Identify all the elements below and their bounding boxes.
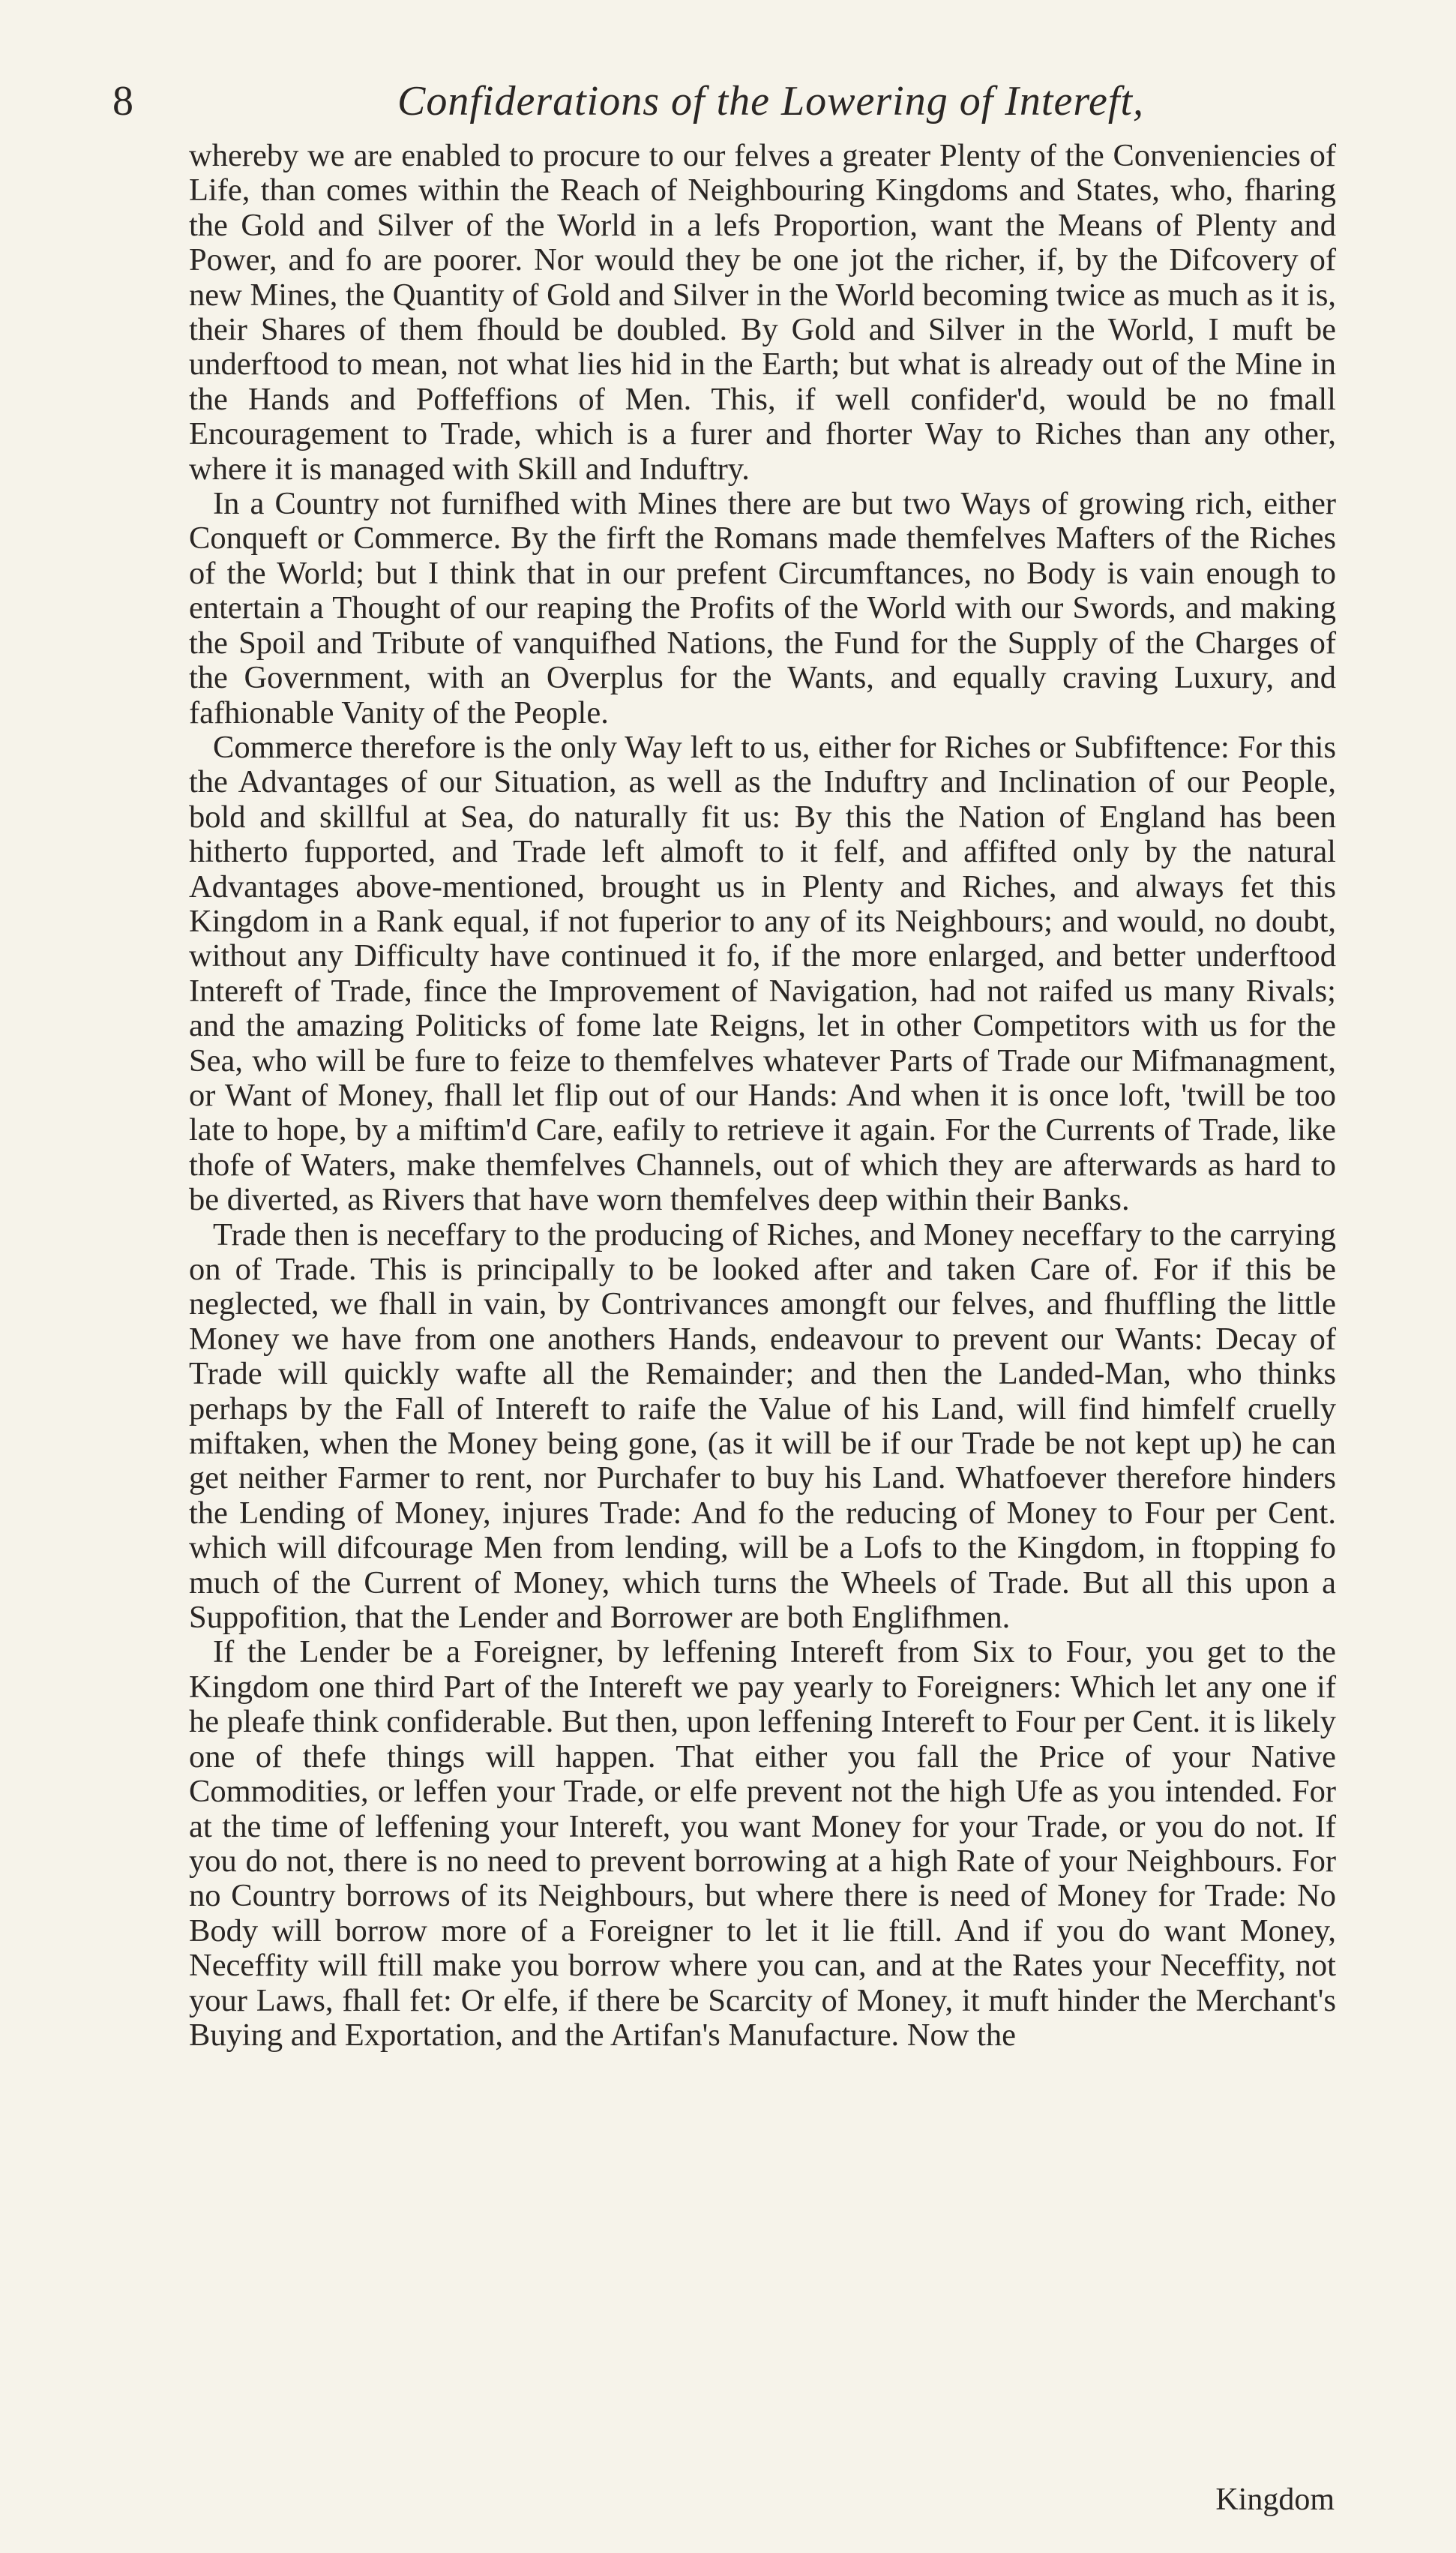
catchword: Kingdom <box>1215 2482 1335 2517</box>
running-title: Confiderations of the Lowering of Intereft, <box>397 78 1145 124</box>
body-text <box>189 139 1336 2053</box>
paragraph: In a Country not furnifhed with Mines there are but two Ways of growing rich, either Conqueft or Commerce. By the firft the Romans made themfelves Mafters of the Riches of the World; but I think that in our prefent Circumftances, no Body is vain enough to entertain a Thought of our reaping the Profits of the World with our Swords, and making the Spoil and Tribute of vanquifhed Nations, the Fund for the Supply of the Charges of the Government, with an Overplus for the Wants, and equally craving Luxury, and fafhionable Vanity of the People. <box>189 486 1336 730</box>
paragraph: whereby we are enabled to procure to our felves a greater Plenty of the Conveniencies of Life, than comes within the Reach of Neighbouring Kingdoms and States, who, fharing the Gold and Silver of the World in a lefs Proportion, want the Means of Plenty and Power, and fo are poorer. Nor would they be one jot the richer, if, by the Difcovery of new Mines, the Quantity of Gold and Silver in the World becoming twice as much as it is, their Shares of them fhould be doubled. By Gold and Silver in the World, I muft be underftood to mean, not what lies hid in the Earth; but what is already out of the Mine in the Hands and Poffeffions of Men. This, if well confider'd, would be no fmall Encouragement to Trade, which is a furer and fhorter Way to Riches than any other, where it is managed with Skill and Induftry. <box>189 138 1336 487</box>
paragraph: Trade then is neceffary to the producing of Riches, and Money neceffary to the carrying on of Trade. This is principally to be looked after and taken Care of. For if this be neglected, we fhall in vain, by Contrivances amongft our felves, and fhuffling the little Money we have from one anothers Hands, endeavour to prevent our Wants: Decay of Trade will quickly wafte all the Remainder; and then the Landed-Man, who thinks perhaps by the Fall of Intereft to raife the Value of his Land, will find himfelf cruelly miftaken, when the Money being gone, (as it will be if our Trade be not kept up) he can get neither Farmer to rent, nor Purchafer to buy his Land. Whatfoever therefore hinders the Lending of Money, injures Trade: And fo the reducing of Money to Four per Cent. which will difcourage Men from lending, will be a Lofs to the Kingdom, in ftopping fo much of the Current of Money, which turns the Wheels of Trade. But all this upon a Suppofition, that the Lender and Borrower are both Englifhmen. <box>189 1216 1336 1636</box>
paragraph: If the Lender be a Foreigner, by leffening Intereft from Six to Four, you get to the Kingdom one third Part of the Intereft we pay yearly to Foreigners: Which let any one if he pleafe think confiderable. But then, upon leffening Intereft to Four per Cent. it is likely one of thefe things will happen. That either you fall the Price of your Native Commodities, or leffen your Trade, or elfe prevent not the high Ufe as you intended. For at the time of leffening your Intereft, you want Money for your Trade, or you do not. If you do not, there is no need to prevent borrowing at a high Rate of your Neighbours. For no Country borrows of its Neighbours, but where there is need of Money for Trade: No Body will borrow more of a Foreigner to let it lie ftill. And if you do want Money, Neceffity will ftill make you borrow where you can, and at the Rates your Neceffity, not your Laws, fhall fet: Or elfe, if there be Scarcity of Money, it muft hinder the Merchant's Buying and Exportation, and the Artifan's Manufacture. Now the <box>189 1634 1336 2053</box>
page-header <box>112 71 1342 139</box>
paragraph: Commerce therefore is the only Way left to us, either for Riches or Subfiftence: For this the Advantages of our Situation, as well as the Induftry and Inclination of our People, bold and skillful at Sea, do naturally fit us: By this the Nation of England has been hitherto fupported, and Trade left almoft to it felf, and affifted only by the natural Advantages above-mentioned, brought us in Plenty and Riches, and always fet this Kingdom in a Rank equal, if not fuperior to any of its Neighbours; and would, no doubt, without any Difficulty have continued it fo, if the more enlarged, and better underftood Intereft of Trade, fince the Improvement of Navigation, had not raifed us many Rivals; and the amazing Politicks of fome late Reigns, let in other Competitors with us for the Sea, who will be fure to feize to themfelves whatever Parts of Trade our Mifmanagment, or Want of Money, fhall let flip out of our Hands: And when it is once loft, 'twill be too late to hope, by a miftim'd Care, eafily to retrieve it again. For the Currents of Trade, like thofe of Waters, make themfelves Channels, out of which they are afterwards as hard to be diverted, as Rivers that have worn themfelves deep within their Banks. <box>189 729 1336 1218</box>
page-number: 8 <box>112 78 133 124</box>
